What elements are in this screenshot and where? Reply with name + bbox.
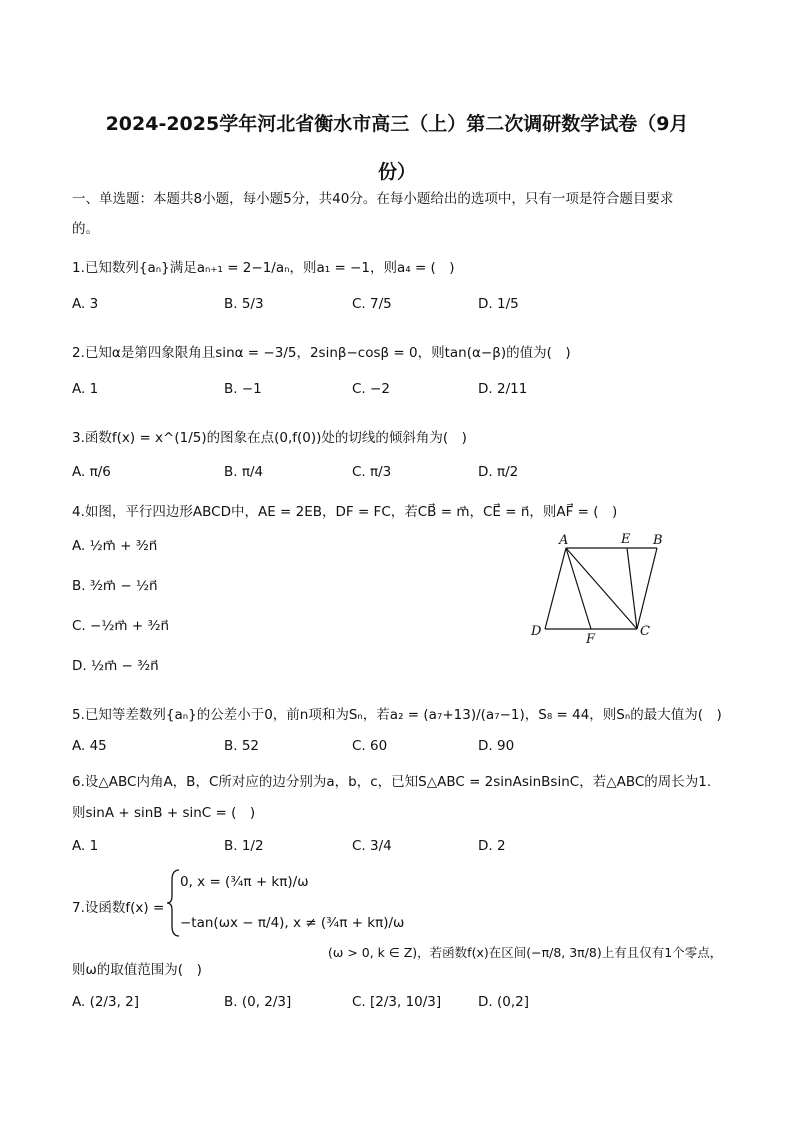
q7-option-b: B. (0, 2/3] bbox=[224, 994, 292, 1010]
q4-option-c: C. −½m⃗ + ³⁄₂n⃗ bbox=[72, 618, 170, 634]
question-5-options bbox=[72, 738, 632, 758]
question-6-stem-1: 6.设△ABC内角A，B，C所对应的边分别为a，b，c，已知S△ABC = 2sinAsinBsinC，若△ABC的周长为1. bbox=[72, 774, 712, 790]
q7-option-d: D. (0,2] bbox=[478, 994, 529, 1010]
q1-option-c: C. 7/5 bbox=[352, 296, 392, 312]
q2-option-c: C. −2 bbox=[352, 381, 390, 397]
q4-option-d: D. ½m⃗ − ³⁄₂n⃗ bbox=[72, 658, 159, 674]
q1-option-a: A. 3 bbox=[72, 296, 99, 312]
q6-option-b: B. 1/2 bbox=[224, 838, 264, 854]
q3-option-b: B. π/4 bbox=[224, 464, 264, 480]
question-7-case-1: 0, x = (¾π + kπ)/ω bbox=[180, 874, 309, 890]
question-6-options bbox=[72, 838, 632, 858]
q5-option-d: D. 90 bbox=[478, 738, 515, 754]
title-line-2: 份） bbox=[377, 161, 416, 183]
vertex-label-e: E bbox=[621, 532, 631, 547]
question-1-options bbox=[72, 296, 632, 316]
q4-option-a: A. ½m⃗ + ³⁄₂n⃗ bbox=[72, 538, 158, 554]
q2-option-d: D. 2/11 bbox=[478, 381, 528, 397]
q7-option-c: C. [2/3, 10/3] bbox=[352, 994, 442, 1010]
q2-option-a: A. 1 bbox=[72, 381, 99, 397]
vertex-label-a: A bbox=[559, 533, 569, 548]
question-2-options bbox=[72, 381, 632, 401]
q6-option-c: C. 3/4 bbox=[352, 838, 392, 854]
question-7-head: 7.设函数f(x) = bbox=[72, 900, 165, 916]
question-7-case-2: −tan(ωx − π/4), x ≠ (¾π + kπ)/ω bbox=[180, 915, 405, 931]
q6-option-d: D. 2 bbox=[478, 838, 506, 854]
q5-option-a: A. 45 bbox=[72, 738, 107, 754]
q3-option-c: C. π/3 bbox=[352, 464, 392, 480]
section-heading-line-1: 一、单选题：本题共8小题，每小题5分，共40分。在每小题给出的选项中，只有一项是符合题目要求 bbox=[72, 191, 674, 207]
question-2-stem: 2.已知α是第四象限角且sinα = −3/5，2sinβ−cosβ = 0，则tan(α−β)的值为( ) bbox=[72, 345, 571, 361]
question-3-options bbox=[72, 464, 632, 484]
q3-option-a: A. π/6 bbox=[72, 464, 111, 480]
question-4-options bbox=[72, 538, 169, 698]
vertex-label-f: F bbox=[586, 632, 596, 647]
question-3-stem: 3.函数f(x) = x^(1/5)的图象在点(0,f(0))处的切线的倾斜角为( ) bbox=[72, 430, 467, 446]
q5-option-c: C. 60 bbox=[352, 738, 388, 754]
question-4-stem: 4.如图，平行四边形ABCD中，AE = 2EB，DF = FC，若CB⃗ = m⃗，CE⃗ = n⃗，则AF⃗ = ( ) bbox=[72, 504, 618, 520]
question-6-stem-2: 则sinA + sinB + sinC = ( ) bbox=[72, 805, 256, 821]
vertex-label-c: C bbox=[640, 624, 650, 639]
q4-option-b: B. ³⁄₂m⃗ − ½n⃗ bbox=[72, 578, 158, 594]
question-7-options bbox=[72, 994, 632, 1014]
question-1-stem: 1.已知数列{aₙ}满足aₙ₊₁ = 2−1/aₙ，则a₁ = −1，则a₄ = ( ) bbox=[72, 260, 455, 276]
question-5-stem: 5.已知等差数列{aₙ}的公差小于0，前n项和为Sₙ，若a₂ = (a₇+13)/(a₇−1)，S₈ = 44，则Sₙ的最大值为( ) bbox=[72, 707, 722, 723]
q2-option-b: B. −1 bbox=[224, 381, 262, 397]
q7-option-a: A. (2/3, 2] bbox=[72, 994, 140, 1010]
q6-option-a: A. 1 bbox=[72, 838, 99, 854]
vertex-label-b: B bbox=[653, 533, 663, 548]
vertex-label-d: D bbox=[531, 624, 542, 639]
section-heading-line-2: 的。 bbox=[72, 221, 99, 237]
title-line-1: 2024-2025学年河北省衡水市高三（上）第二次调研数学试卷（9月 bbox=[105, 113, 689, 135]
parallelogram-figure bbox=[528, 532, 678, 647]
q1-option-b: B. 5/3 bbox=[224, 296, 264, 312]
question-7-stem-2: 则ω的取值范围为( ) bbox=[72, 962, 202, 978]
q5-option-b: B. 52 bbox=[224, 738, 260, 754]
q3-option-d: D. π/2 bbox=[478, 464, 519, 480]
q1-option-d: D. 1/5 bbox=[478, 296, 519, 312]
exam-title bbox=[60, 100, 734, 196]
question-7-tail: (ω > 0, k ∈ Z)，若函数f(x)在区间(−π/8, 3π/8)上有且仅有1个零点， bbox=[328, 945, 723, 960]
